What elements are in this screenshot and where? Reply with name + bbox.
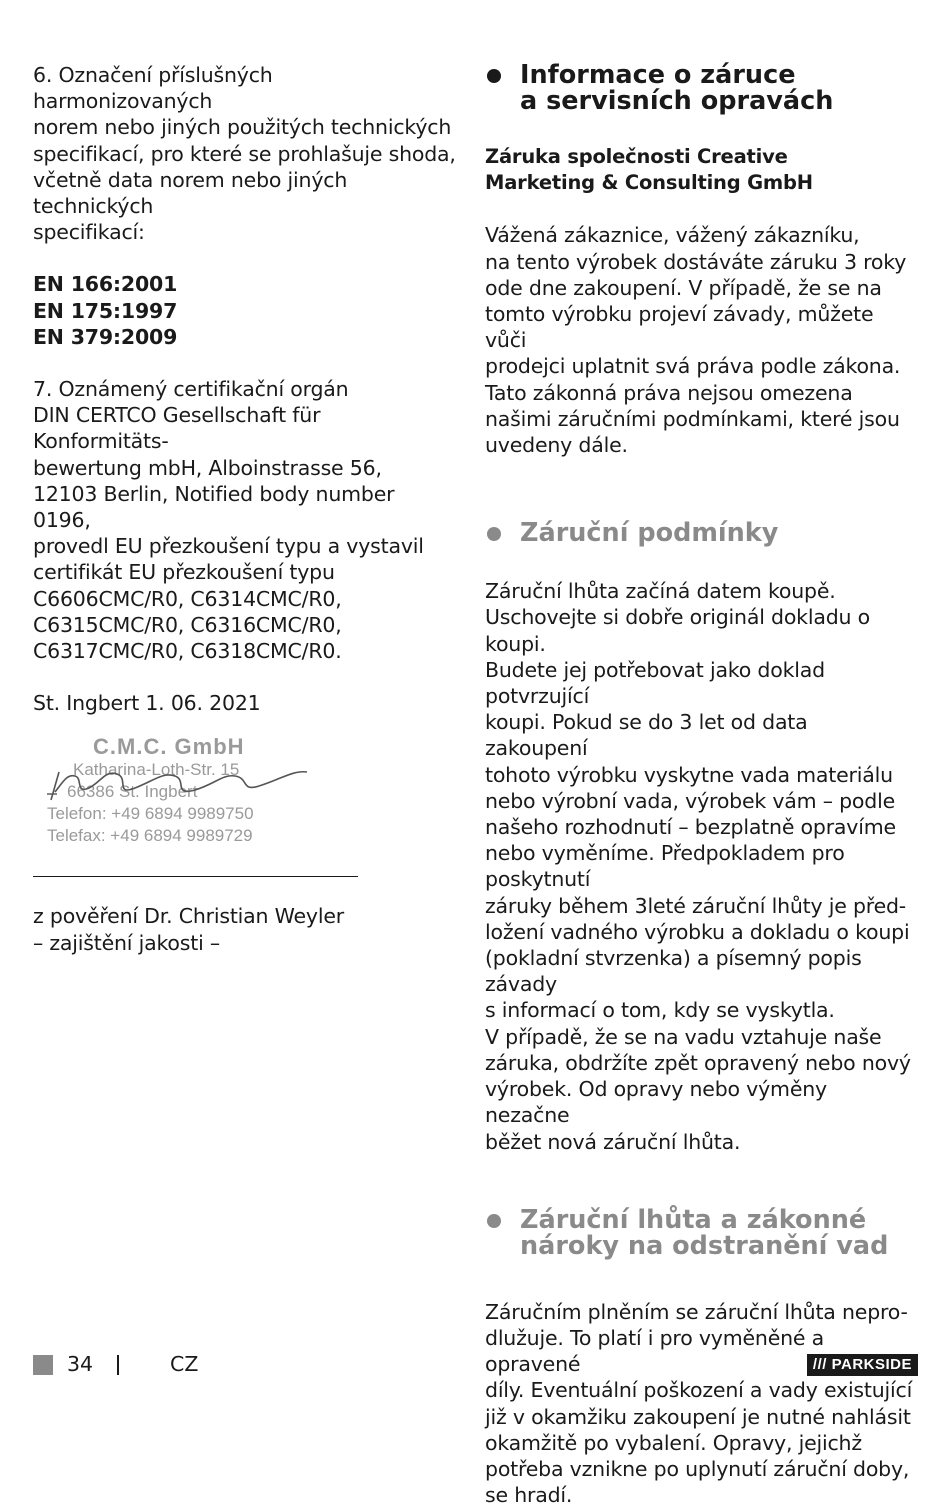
warranty-heading: Informace o záruce a servisních opravách (485, 62, 915, 114)
text-line: již v okamžiku zakoupení je nutné nahlásit (485, 1404, 911, 1429)
stamp-line: Telefon: +49 6894 9989750 (47, 804, 254, 824)
bullet-icon (487, 1214, 501, 1228)
divider (117, 1355, 119, 1375)
text-line: nebo výrobní vada, výrobek vám – podle (485, 788, 895, 813)
text-line: uvedeny dále. (485, 433, 628, 458)
text-line: C6315CMC/R0, C6316CMC/R0, (33, 612, 342, 637)
text-line: norem nebo jiných použitých technických (33, 115, 452, 140)
text-line: 6. Označení příslušných harmonizovaných (33, 63, 273, 114)
text-line: běžet nová záruční lhůta. (485, 1129, 741, 1154)
text-line: C6606CMC/R0, C6314CMC/R0, (33, 586, 342, 611)
text-line: C6317CMC/R0, C6318CMC/R0. (33, 639, 342, 664)
text-line: – zajištění jakosti – (33, 930, 220, 955)
signer-info (33, 903, 458, 955)
period-heading: Záruční lhůta a zákonné nároky na odstranění vad (485, 1207, 915, 1259)
stamp-line: 66386 St. Ingbert (67, 782, 198, 802)
text-line: díly. Eventuální poškození a vady existující (485, 1378, 913, 1403)
text-line: Tato zákonná práva nejsou omezena (485, 380, 853, 405)
text-line: nebo vyměníme. Předpokladem pro poskytnutí (485, 841, 845, 892)
section-6-paragraph (33, 62, 458, 245)
text-line: dlužuje. To platí i pro vyměněné a opravené (485, 1325, 825, 1377)
text-line: záruky během 3leté záruční lhůty je před- (485, 893, 906, 918)
norms-list (33, 271, 458, 350)
text-line: prodejci uplatnit svá práva podle zákona. (485, 354, 901, 379)
text-line: V případě, že se na vadu vztahuje naše (485, 1024, 882, 1049)
text-line: (pokladní stvrzenka) a písemný popis závady (485, 946, 862, 997)
text-line: s informací o tom, kdy se vyskytla. (485, 998, 835, 1023)
signature-icon (45, 752, 345, 812)
text-line: provedl EU přezkoušení typu a vystavil (33, 534, 424, 559)
text-line: specifikací: (33, 220, 145, 245)
text-line: potřeba vznikne po uplynutí záruční doby, (485, 1456, 910, 1481)
page-footer (33, 1352, 918, 1380)
text-line: výrobek. Od opravy nebo výměny nezačne (485, 1077, 827, 1128)
text-line: 7. Oznámený certifikační orgán (33, 377, 349, 402)
text-line: koupi. Pokud se do 3 let od data zakoupení (485, 710, 808, 761)
text-line: okamžitě po vybalení. Opravy, jejichž (485, 1430, 862, 1455)
left-column (33, 62, 458, 956)
text-line: z pověření Dr. Christian Weyler (33, 904, 344, 929)
stamp-line: C.M.C. GmbH (93, 734, 245, 760)
warranty-subheading: Záruka společnosti Creative Marketing & Consulting GmbH (485, 145, 813, 195)
text-line: našimi záručními podmínkami, které jsou (485, 406, 900, 431)
text-line: ode dne zakoupení. V případě, že se na (485, 275, 882, 300)
norm-item: EN 379:2009 (33, 324, 178, 349)
text-line: na tento výrobek dostáváte záruku 3 roky (485, 249, 907, 274)
conditions-heading: Záruční podmínky (485, 520, 915, 546)
page-number: 34 (67, 1352, 94, 1376)
text-line: 12103 Berlin, Notified body number 0196, (33, 481, 395, 533)
place-date: St. Ingbert 1. 06. 2021 (33, 691, 261, 716)
text-line: certifikát EU přezkoušení typu (33, 560, 335, 585)
text-line: Budete jej potřebovat jako doklad potvrzující (485, 657, 825, 709)
intro-paragraph (485, 222, 915, 458)
stamp-line: Katharina-Loth-Str. 15 (73, 760, 240, 780)
text-line: tohoto výrobku vyskytne vada materiálu (485, 762, 893, 787)
text-line: tomto výrobku projeví závady, můžete vůči (485, 302, 874, 353)
text-line: Záručním plněním se záruční lhůta nepro- (485, 1299, 908, 1324)
bullet-icon (487, 69, 501, 83)
text-line: bewertung mbH, Alboinstrasse 56, (33, 455, 382, 480)
text-line: Vážená zákaznice, vážený zákazníku, (485, 223, 860, 248)
text-line: specifikací, pro které se prohlašuje shoda, (33, 141, 456, 166)
language-code: CZ (170, 1352, 199, 1376)
stamp-line: Telefax: +49 6894 9989729 (47, 826, 253, 846)
square-icon (33, 1355, 53, 1375)
section-7-paragraph (33, 376, 458, 664)
norm-item: EN 166:2001 (33, 272, 178, 297)
text-line: DIN CERTCO Gesellschaft für Konformitäts- (33, 403, 321, 454)
text-line: Záruční lhůta začíná datem koupě. (485, 579, 836, 604)
company-stamp (45, 734, 345, 854)
bullet-icon (487, 527, 501, 541)
text-line: záruka, obdržíte zpět opravený nebo nový (485, 1050, 911, 1075)
norm-item: EN 175:1997 (33, 298, 178, 323)
text-line: ložení vadného výrobku a dokladu o koupi (485, 919, 910, 944)
text-line: Uschovejte si dobře originál dokladu o koupi. (485, 605, 870, 656)
parkside-logo: /// PARKSIDE (807, 1354, 918, 1376)
conditions-paragraph (485, 578, 915, 1154)
right-column (485, 62, 915, 1508)
period-paragraph (485, 1299, 915, 1508)
text-line: se hradí. (485, 1483, 573, 1508)
text-line: našeho rozhodnutí – bezplatně opravíme (485, 815, 896, 840)
text-line: včetně data norem nebo jiných technických (33, 167, 348, 219)
